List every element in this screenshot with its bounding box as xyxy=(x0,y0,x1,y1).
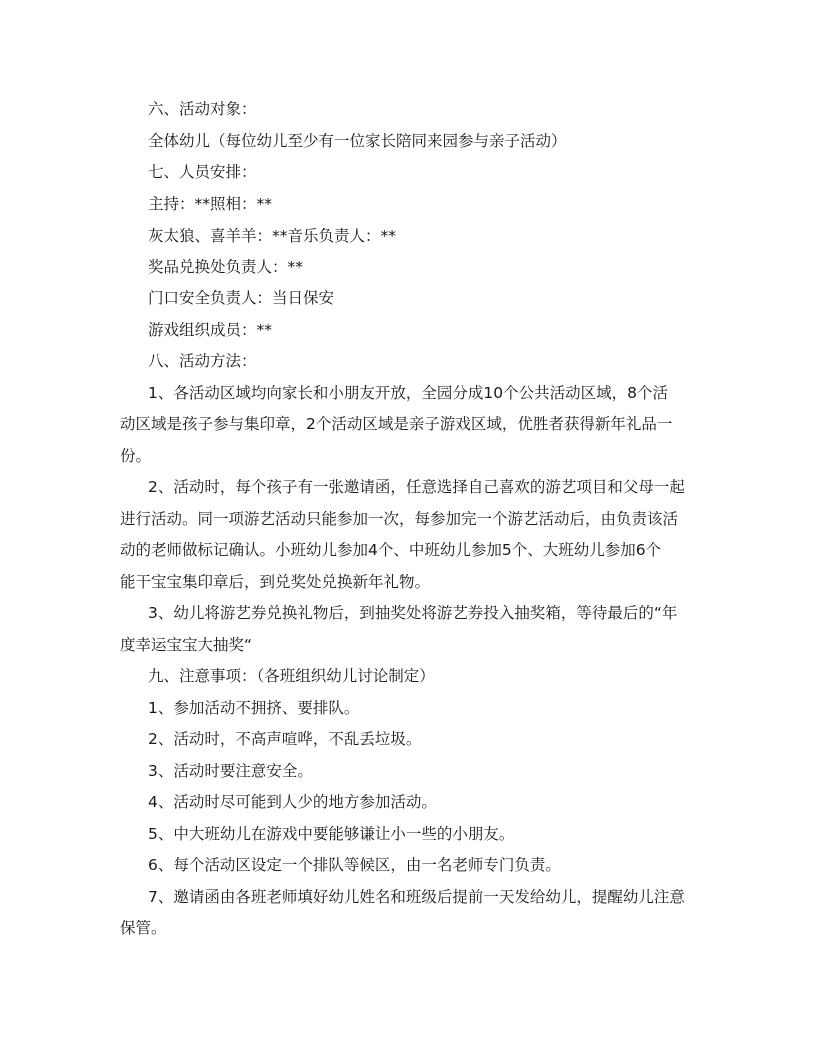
list-item: 3、活动时要注意安全。 xyxy=(148,762,313,780)
list-item: 2、活动时，不高声喧哗，不乱丢垃圾。 xyxy=(148,730,422,748)
list-item: 4、活动时尽可能到人少的地方参加活动。 xyxy=(148,793,437,811)
paragraph-line: 进行活动。同一项游艺活动只能参加一次，每参加完一个游艺活动后，由负责该活 xyxy=(120,510,679,528)
paragraph-line: 份。 xyxy=(120,447,152,465)
paragraph-line: 能干宝宝集印章后，到兑奖处兑换新年礼物。 xyxy=(120,573,431,591)
paragraph-line: 奖品兑换处负责人：** xyxy=(148,258,304,276)
list-item: 6、每个活动区设定一个排队等候区，由一名老师专门负责。 xyxy=(148,856,561,874)
section-heading-7: 七、人员安排： xyxy=(148,163,257,181)
paragraph-line: 1、各活动区域均向家长和小朋友开放，全园分成10个公共活动区域，8个活 xyxy=(148,384,668,402)
paragraph-line: 游戏组织成员：** xyxy=(148,321,273,339)
list-item: 7、邀请函由各班老师填好幼儿姓名和班级后提前一天发给幼儿，提醒幼儿注意 xyxy=(148,888,685,906)
list-item: 5、中大班幼儿在游戏中要能够谦让小一些的小朋友。 xyxy=(148,825,515,843)
paragraph-line: 2、活动时，每个孩子有一张邀请函，任意选择自己喜欢的游艺项目和父母一起 xyxy=(148,478,685,496)
list-item-continuation: 保管。 xyxy=(120,919,167,937)
paragraph-line: 3、幼儿将游艺券兑换礼物后，到抽奖处将游艺券投入抽奖箱，等待最后的“年 xyxy=(148,604,678,622)
list-item: 1、参加活动不拥挤、要排队。 xyxy=(148,699,360,717)
section-heading-8: 八、活动方法： xyxy=(148,352,257,370)
section-heading-6: 六、活动对象： xyxy=(148,100,257,118)
paragraph-line: 动的老师做标记确认。小班幼儿参加4个、中班幼儿参加5个、大班幼儿参加6个 xyxy=(120,541,662,559)
paragraph-line: 门口安全负责人：当日保安 xyxy=(148,289,335,307)
paragraph-line: 全体幼儿（每位幼儿至少有一位家长陪同来园参与亲子活动） xyxy=(148,132,567,150)
paragraph-line: 灰太狼、喜羊羊：**音乐负责人：** xyxy=(148,227,397,245)
paragraph-line: 动区域是孩子参与集印章，2个活动区域是亲子游戏区域，优胜者获得新年礼品一 xyxy=(120,415,673,433)
section-heading-9: 九、注意事项：（各班组织幼儿讨论制定） xyxy=(148,667,435,685)
paragraph-line: 度幸运宝宝大抽奖“ xyxy=(120,636,253,654)
paragraph-line: 主持：**照相：** xyxy=(148,195,273,213)
